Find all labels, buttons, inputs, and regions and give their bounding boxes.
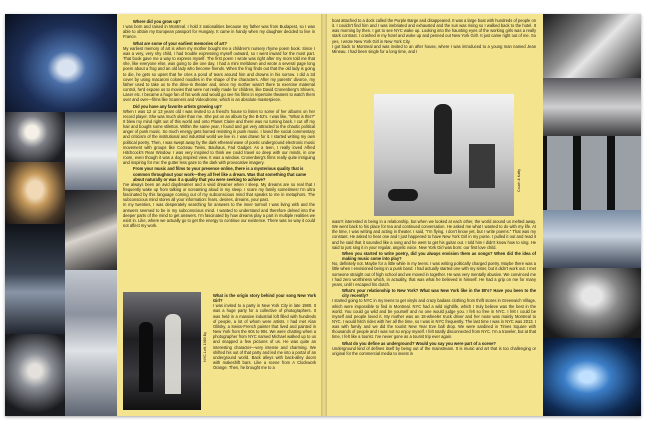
photo-grey-portrait <box>543 268 641 338</box>
nyc-loft-photo <box>123 292 201 410</box>
answer: When I was 12 or 13 years old I was invited to a friend's house to listen to some of her albums on her record player. She was much older than me. She put on an album by the B-52's. I was like, "What is this?" It blew my mind right out of this world and onto Planet Claire and there was no turning back. I cut off my hair and bought some stilettos. Within the same year, I found and got very attracted to the chaotic political anger of punk music. So much energy gets burned resisting in punk music. I loved the social commentary and criticism of the institutional and industrial world we live in. I was drawn for it. I started writing my own political poetry. Then, I was swept away by the dark ethereal wave of poetic underground electronic music movement with groups like Cocteau Twins, Bauhaus, Fad Gadget. As a teen, I really loved Alfred Hitchcock's Rear Window. I was very inspired to think we could travel so deep with our minds, in one room, even though it was a dog inspired view. It was a window. Cronenberg's films really quite intriguing and inspiring for me: the gutter less gaze to the dark with provocative imagery. <box>123 108 315 166</box>
photo-bottom-face <box>5 334 65 416</box>
photo-gloved-hands <box>65 190 117 270</box>
photo-dark-silhouette <box>5 224 65 334</box>
question: What is the origin story behind your song New York Girl? <box>213 293 316 304</box>
right-photo-strip <box>543 14 641 416</box>
photo-chair <box>469 144 495 188</box>
answer: No, definitely not. Maybe for a little while in my teens. I was writing politically charged poetry. Maybe there was a little when I envisioned being in a punk band. I had actually started one with my sister, but it didn't work out. I met someone straight out of high school and we moved in together. He was very mentally abusive. We convinced me I had zero worthiness which, in actuality, that was what he believed in himself. He had a grip on me for many years, until I escaped his clutch. <box>332 261 536 287</box>
photo-figure-left <box>139 322 153 392</box>
magazine-spread <box>5 14 641 416</box>
answer: My earliest memory of art is when my mother bought me a children's nursery rhyme poem book. Since I was a very, very shy child, I had trouble expressing myself outward, so I went inward for the most part. That book gave me a way to express myself. The first poem I wrote was right after my mom told me that she, like everyone else, was going to die one day. I had a mini meltdown and wrote a several page long poem about a frog and an old lady who become friends. When the frog finds out that the old lady is going to die, he gets so upset that he cries a pond of tears around him and drowns in his sorrow. I did a 3d cover by using macaroni colored noodles in the shape of the characters. After my parents' divorce, my father used to take us to the drive-in theater and, since my mother wasn't there to exercise maternal control, he'd expose us to movies that were not really made for children, like David Cronenberg's Shivers, Laser etc. I became a huge fan of his work and would go see his films in repertoire theaters to watch them over and over—films like Scanners and Videodrome, which is an absolute masterpiece. <box>123 45 315 103</box>
photo-standing-figure <box>434 104 452 174</box>
page-gutter <box>321 14 327 416</box>
question: What's your relationship to New York? What was New York like in the 80's? Have you been to the city recently? <box>342 288 536 299</box>
photo-cat-floor <box>543 78 641 136</box>
left-interview-column <box>123 18 315 228</box>
answer: In my twenties, I was desperately searching for answers to the inner turmoil I was living with and the answers seemed to be in my subconscious mind. I wanted to understand and therefore delved into the deeper parts of the mind to get answers. I'm fascinated by how dreams play a part in multiple realities we exist in. Like, where we actually go to get the energy to continue our existence. There was no way it could not affect my work. <box>123 202 315 229</box>
photo-figure-right <box>165 314 181 394</box>
photo-figure-curtain <box>543 210 641 268</box>
left-photo-strip <box>5 14 117 416</box>
question: From your music and films to your presence online, there is a mysterious quality that is common throughout your work—they all feel like a dream. Was that something that came about naturally or was it a quality that you were seeking to achieve? <box>133 166 307 182</box>
answer: I started going to NYC in my teens to get vinyls and crazy badass clothing from thrift stores in Greenwich Village, which were impossible to find in Montreal. NYC had a wild nightlife, which I truly believe was the best in the world. You could go wild and be yourself and no one would judge you. I felt so free in NYC. I felt I could be myself and people loved it. My mother was an 18-wheeler truck driver and her route was mainly Montreal to NYC. I would hitch rides with her all the time, so I was in NYC frequently. The last time I was in NYC was 2013. I was with family and we did the tourist New Year Eve ball drop. We were sardined in Times Square with thousands of people and I was not so enjoy myself. I felt totally disconnected from NYC. I'm a traveler, but at that time, I felt like a tourist. I've never gone as a tourist trip ever again. <box>332 298 536 340</box>
photo-statue <box>65 270 117 416</box>
answer: I got back to Montreal and was invited to an after house, where I was introduced to a young man named Jean Mineau. I had been single for a long time, and I <box>332 43 536 54</box>
right-page <box>324 14 641 416</box>
photo-blonde-portrait <box>5 162 65 224</box>
right-top-column <box>332 18 536 54</box>
photo-caption: NYC Loft, 1980 By <box>203 332 207 362</box>
couch-photo <box>374 94 514 216</box>
answer: I've always been an avid daydreamer and a vivid dreamer when I sleep. My dreams are so real that I frequently wake up from talking or screaming aloud in my sleep. I scare my family sometimes! I'm ultra fascinated by this language coming out of my subconscious mind that speaks to me in metaphors. The subconscious mind stores all your information: fears, desires, dreams, your past. <box>123 181 315 203</box>
answer: wasn't interested in being in a relationship, but when we looked at each other, the world around us melted away. We went back to his place for tea and continued conversation. He asked me what I wanted to do with my life. At the time, I was writing and acting in theater. I said, "I'm flying. I don't know yet, but I write poems." That was my constant. He asked to hear one and I just happened to have New York Girl in my purse. I pulled it out and read it and he said that it sounded like a song and he went to get his guitar out. I told him I didn't know how to sing. He said to just sing it in your regular, angelic voice. New York Girl was born: our first love child. <box>332 219 536 250</box>
photo-blue-light-face <box>543 338 641 416</box>
answer: I was invited to a party in New York City in late 1980. It was a huge party for a collective of photographers. It was held in a massive industrial loft filled with hundreds of people, a lot of whom were artists. I had met Alan Olitsky, a Swiss-French painter that lived and painted in New York from the 60s to 90s. We were chatting when a photographer from NYC named Michael walked up to us and snapped a few pictures of us. He was quite an interesting character—very intense and charming. We shifted his out of that party and led me into a portal of an underground world. Back alleys with back-alley doors with makeshift bars. Like a scene from A Clockwork Orange. Then, he brought me to a <box>213 303 316 371</box>
photo-white-figures <box>65 112 117 190</box>
answer: boat attached to a dock called the Purple Barge and disappeared. It was a large boat with hundreds of people on it. I couldn't find him and I was inebriated and exhausted and the sun was rising so I walked back to the hotel. It was morning by then. I got to see NYC wake up. Looking into the haunting eyes of the working girls was a really stark contrast. I crashed in my hotel and woke up and penned out New York Girl!. It just came right out of me. So yes, I wrote New York Girl in New York City. <box>332 18 536 44</box>
photo-mirror-woman <box>543 14 641 78</box>
photo-floor-cat <box>388 189 418 201</box>
question: What are some of your earliest memories of art? <box>133 40 227 46</box>
right-lower-column <box>332 219 536 356</box>
answer: I was born and raised in Montreal. I hold 2 nationalities because my father was from Budapest, so I was able to obtain my European passport for Hungary. It came in handy when my daughter decided to live in France. <box>123 24 315 40</box>
photo-caption: Couch & Katty <box>517 169 521 192</box>
photo-film-frames <box>543 136 641 210</box>
question: Did you have any favorite artists growing up? <box>133 103 222 109</box>
lower-interview-column <box>213 292 316 370</box>
question: When you started to write poetry, did you always envision them as songs? When did the idea of making music come into play? <box>342 250 536 262</box>
question: What do you define as underground? Would you say you were part of a scene? <box>342 340 496 346</box>
photo-blue-eye <box>5 14 117 112</box>
answer: Underground kind of defines itself by being out of the mainstream. It is music and art that is too challenging or original for the commercial media to invest in <box>332 345 536 356</box>
left-page <box>5 14 324 416</box>
photo-face-light <box>5 112 65 162</box>
question: Where did you grow up? <box>133 19 181 24</box>
